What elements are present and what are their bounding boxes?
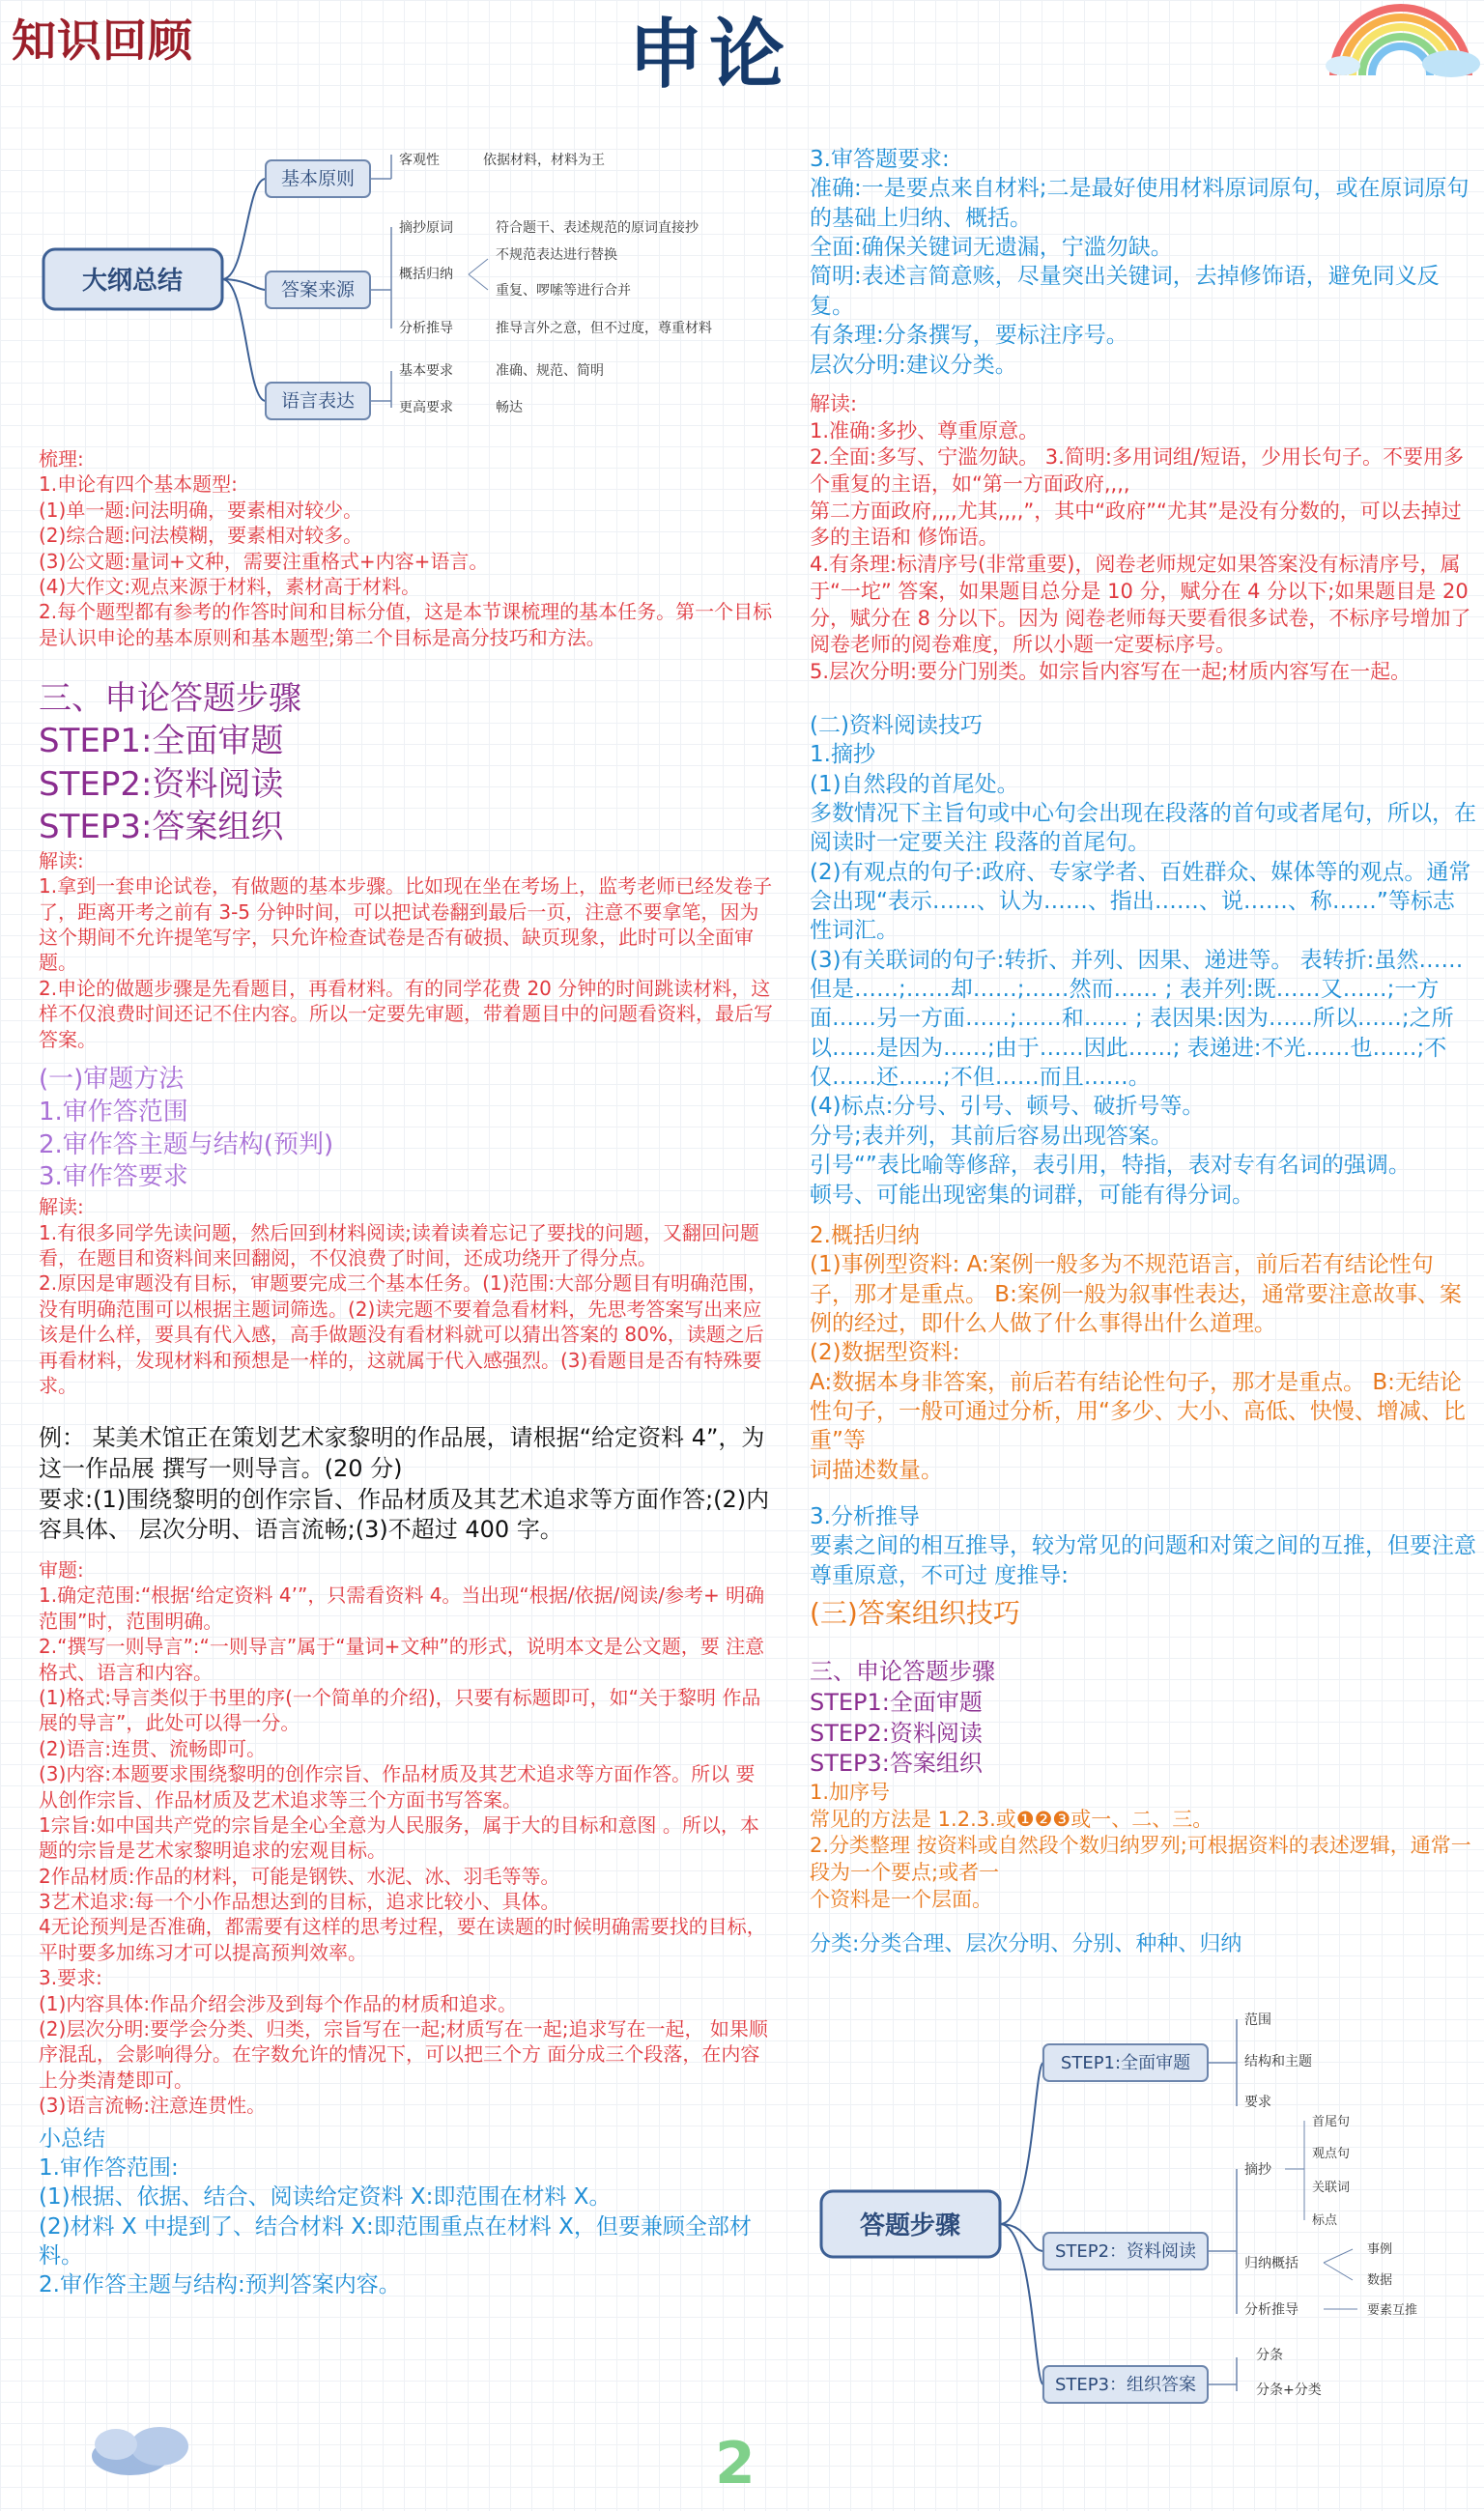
svg-text:观点句: 观点句: [1312, 2147, 1351, 2161]
exam-analysis: 审题: 1.确定范围:“根据‘给定资料 4’”，只需看资料 4。当出现“根据/依据/阅读/参考+ 明确范围”时，范围明确。 2.“撰写一则导言”:“一则导言”属于“量词+文种”的形式，说明本文是公文题，要 注意格式、语言和内容。 (1)格式:导言类似于书里的序(一个简单的介绍)，只要有标题即可，如“关于黎明 作品展的导言”，此处可以得一分。 (2)语言:连贯、流畅即可。 (3)内容:本题要求围绕黎明的创作宗旨、作品材质及其艺术追求等方面作答。所以 要从创作宗旨、作品材质及艺术追求等三个方面书写答案。 1宗旨:如中国共产党的宗旨是全心全意为人民服务，属于大的目标和意图 。所以，本 题的宗旨是艺术家黎明追求的宏观目标。 2作品材质:作品的材料，可能是钢铁、水泥、冰、羽毛等等。 3艺术追求:每一个小作品想达到的目标，追求比较小、具体。 4无论预判是否准确，都需要有这样的思考过程，要在读题的时候明确需要找的目标，平时要多加练习才可以提高预判效率。 3.要求: (1)内容具体:作品介绍会涉及到每个作品的材质和追求。 (2)层次分明:要学会分类、归类，宗旨写在一起;材质写在一起;追求写在一起， 如果顺序混乱，会影响得分。在字数允许的情况下，可以把三个方 面分成三个段落，在内容 上分类清楚即可。 (3)语言流畅:注意连贯性。: [39, 1558, 768, 2118]
step3-branch: [1043, 2348, 1322, 2403]
page-number: 2: [715, 2430, 756, 2497]
numbering-tips: 1.加序号 常见的方法是 1.2.3.或❶❷❸或一、二、三。 2.分类整理 按资料或自然段个数归纳罗列;可根据资料的表述逻辑，通常一段为一个要点;或者一 个资料是一个层面。: [810, 1780, 1471, 1911]
header-left-title: 知识回顾: [12, 14, 193, 67]
svg-text:符合题干、表述规范的原词直接抄: 符合题干、表述规范的原词直接抄: [496, 220, 699, 236]
svg-text:分条: 分条: [1256, 2348, 1283, 2363]
svg-text:摘抄: 摘抄: [1244, 2162, 1271, 2178]
svg-text:语言表达: 语言表达: [280, 390, 356, 412]
svg-text:基本要求: 基本要求: [399, 363, 453, 379]
svg-text:重复、啰嗦等进行合并: 重复、啰嗦等进行合并: [496, 283, 631, 299]
mindmap-node-source: [266, 219, 712, 336]
steps-heading: 三、申论答题步骤 STEP1:全面审题 STEP2:资料阅读 STEP3:答案组织: [39, 679, 301, 846]
svg-text:结构和主题: 结构和主题: [1244, 2054, 1312, 2069]
svg-text:归纳概括: 归纳概括: [1244, 2256, 1298, 2271]
svg-text:依据材料，材料为王: 依据材料，材料为王: [483, 153, 605, 168]
svg-text:范围: 范围: [1244, 2012, 1271, 2028]
explain-block-2: 解读: 1.有很多同学先读问题，然后回到材料阅读;读着读着忘记了要找的问题，又翻回问题看，在题目和资料间来回翻阅，不仅浪费了时间，还成功绕开了得分点。 2.原因是审题没有目标，审题要完成三个基本任务。(1)范围:大部分题目有明确范围，没有明确范围可以根据主题词筛选。(2)读完题不要着急看材料，先思考答案写出来应该是什么样，要具有代入感，高手做题没有看材料就可以猜出答案的 80%，读题之后再看材料，发现材料和预想是一样的，这就属于代入感强烈。(3)看题目是否有特殊要求。: [39, 1195, 768, 1397]
steps-mindmap: [812, 2000, 1478, 2415]
svg-text:标点: 标点: [1312, 2213, 1338, 2228]
svg-text:要素互推: 要素互推: [1367, 2303, 1418, 2318]
explain-block-1: 解读: 1.拿到一套申论试卷，有做题的基本步骤。比如现在坐在考场上，监考老师已经发卷子了，距离开考之前有 3-5 分钟时间，可以把试卷翻到最后一页，注意不要拿笔，因为这个期间不允许提笔写字，只允许检查试卷是否有破损、缺页现象，此时可以全面审题。 2.申论的做题步骤是先看题目，再看材料。有的同学花费 20 分钟的时间跳读材料，这 样不仅浪费时间还记不住内容。所以一定要先审题，带着题目中的问题看资料，最后写答案。: [39, 848, 773, 1051]
svg-text:概括归纳: 概括归纳: [399, 267, 453, 282]
rainbow-icon: [1324, 0, 1484, 77]
svg-text:摘抄原词: 摘抄原词: [399, 220, 453, 236]
svg-text:事例: 事例: [1367, 2242, 1393, 2257]
mindmap-node-language: [266, 362, 604, 419]
svg-text:数据: 数据: [1367, 2273, 1393, 2288]
cloud-icon: [77, 2415, 213, 2483]
conclusion-skills: 2.概括归纳 (1)事例型资料: A:案例一般多为不规范语言，前后若有结论性句子，那才是重点。 B:案例一般为叙事性表达，通常要注意故事、案例的经过，即什么人做了什么事得出什么道理。 (2)数据型资料: A:数据本身非答案，前后若有结论性句子，那才是重点。 B:无结论性句子，一般可通过分析，用“多少、大小、高低、快慢、增减、比重”等 词描述数量。: [810, 1222, 1466, 1483]
outline-mindmap: [34, 135, 778, 435]
svg-text:分析推导: 分析推导: [399, 321, 453, 336]
svg-text:STEP3：组织答案: STEP3：组织答案: [1054, 2375, 1197, 2395]
svg-text:推导言外之意，但不过度，尊重材料: 推导言外之意，但不过度，尊重材料: [496, 321, 712, 336]
svg-text:畅达: 畅达: [496, 400, 523, 415]
reading-skills: (二)资料阅读技巧 1.摘抄 (1)自然段的首尾处。 多数情况下主旨句或中心句会出现在段落的首句或者尾句，所以，在阅读时一定要关注 段落的首尾句。 (2)有观点的句子:政府、专家学者、百姓群众、媒体等的观点。通常会出现“表示……、认为……、指出……、说……、称……”等标志性词汇。 (3)有关联词的句子:转折、并列、因果、递进等。 表转折:虽然……但是……;……却……;……然而…… ; 表并列:既……又……;一方面……另一方面……;……和…… ; 表因果:因为……所以……;之所以……是因为……;由于……因此……; 表递进:不光……也……;不仅……还……;不但……而且……。 (4)标点:分号、引号、顿号、破折号等。 分号;表并列，其前后容易出现答案。 引号“”表比喻等修辞，表引用，特指，表对专有名词的强调。 顿号、可能出现密集的词群，可能有得分词。: [810, 712, 1476, 1208]
svg-text:不规范表达进行替换: 不规范表达进行替换: [496, 247, 617, 263]
example-question: 例： 某美术馆正在策划艺术家黎明的作品展，请根据“给定资料 4”，为这一作品展 撰写一则导言。(20 分) 要求:(1)围绕黎明的创作宗旨、作品材质及其艺术追求等方面作答;(2)内容具体、 层次分明、语言流畅;(3)不超过 400 字。: [39, 1424, 770, 1544]
svg-text:更高要求: 更高要求: [399, 400, 453, 415]
step1-branch: [1043, 2012, 1312, 2110]
svg-text:客观性: 客观性: [399, 153, 440, 168]
summary-block: 梳理: 1.申论有四个基本题型: (1)单一题:问法明确，要素相对较少。 (2)综合题:问法模糊，要素相对较多。 (3)公文题:量词+文种，需要注重格式+内容+语言。 (4)大作文:观点来源于材料，素材高于材料。 2.每个题型都有参考的作答时间和目标分值，这是本节课梳理的基本任务。第一个目标是认识申论的基本原则和基本题型;第二个目标是高分技巧和方法。: [39, 447, 773, 649]
organize-title: (三)答案组织技巧: [810, 1597, 1020, 1630]
mini-summary: 小总结 1.审作答范围: (1)根据、依据、结合、阅读给定资料 X:即范围在材料 X。 (2)材料 X 中提到了、结合材料 X:即范围重点在材料 X，但要兼顾全部材料。 2.审作答主题与结构:预判答案内容。: [39, 2126, 752, 2298]
classify-tip: 分类:分类合理、层次分明、分别、种种、归纳: [810, 1932, 1242, 1957]
method-list: (一)审题方法 1.审作答范围 2.审作答主题与结构(预判) 3.审作答要求: [39, 1065, 334, 1192]
svg-text:准确、规范、简明: 准确、规范、简明: [496, 363, 604, 379]
svg-text:STEP1:全面审题: STEP1:全面审题: [1060, 2053, 1191, 2073]
answer-requirements: 3.审答题要求: 准确:一是要点来自材料;二是最好使用材料原词原句，或在原词原句的基础上归纳、概括。 全面:确保关键词无遗漏，宁滥勿缺。 简明:表述言简意赅，尽量突出关键词，去掉修饰语，避免同义反复。 有条理:分条撰写，要标注序号。 层次分明:建议分类。: [810, 147, 1470, 378]
svg-text:首尾句: 首尾句: [1312, 2115, 1351, 2129]
steps-heading-2: 三、申论答题步骤 STEP1:全面审题 STEP2:资料阅读 STEP3:答案组织: [810, 1658, 995, 1778]
svg-text:答案来源: 答案来源: [280, 279, 356, 300]
svg-text:分条+分类: 分条+分类: [1256, 2383, 1322, 2398]
mindmap-node-principle: [266, 152, 605, 197]
svg-text:分析推导: 分析推导: [1244, 2302, 1298, 2318]
svg-text:基本原则: 基本原则: [280, 168, 356, 189]
step2-branch: [1043, 2115, 1417, 2318]
svg-text:关联词: 关联词: [1312, 2181, 1351, 2195]
svg-text:答题步骤: 答题步骤: [859, 2211, 961, 2240]
svg-text:要求: 要求: [1244, 2095, 1271, 2110]
inference-skills: 3.分析推导 要素之间的相互推导，较为常见的问题和对策之间的互推，但要注意尊重原意，不可过 度推导:: [810, 1504, 1476, 1588]
requirements-explain: 解读: 1.准确:多抄、尊重原意。 2.全面:多写、宁滥勿缺。 3.简明:多用词组/短语，少用长句子。不要用多个重复的主语，如“第一方面政府,,,, 第二方面政府,,,,尤其,,,,”，其中“政府”“尤其”是没有分数的，可以去掉过多的主语和 修饰语。 4.有条理:标清序号(非常重要)，阅卷老师规定如果答案没有标清序号，属于“一坨” 答案，如果题目总分是 10 分，赋分在 4 分以下;如果题目是 20 分，赋分在 8 分以下。因为 阅卷老师每天要看很多试卷，不标序号增加了阅卷老师的阅卷难度，所以小题一定要标序号。 5.层次分明:要分门别类。如宗旨内容写在一起;材质内容写在一起。: [810, 391, 1471, 684]
mindmap-root-label: 大纲总结: [81, 267, 184, 296]
page-title: 申论: [628, 12, 791, 99]
svg-text:STEP2：资料阅读: STEP2：资料阅读: [1054, 2241, 1197, 2262]
